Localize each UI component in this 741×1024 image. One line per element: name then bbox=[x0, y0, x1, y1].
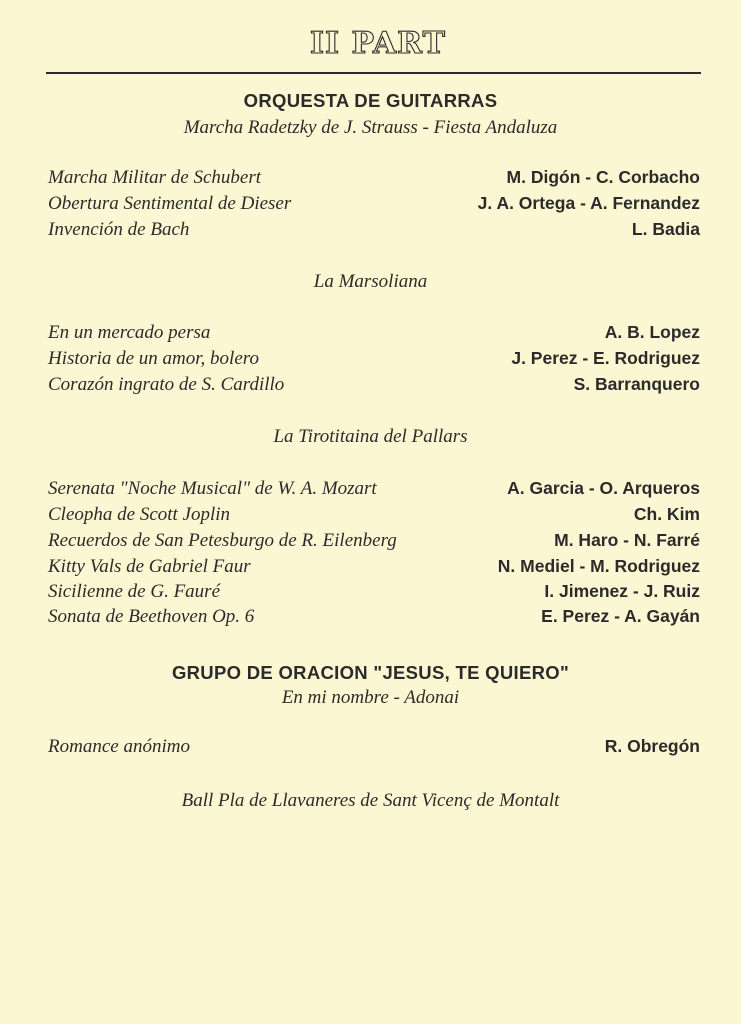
piece-title: Historia de un amor, bolero bbox=[48, 348, 259, 369]
piece-title: Marcha Militar de Schubert bbox=[48, 167, 262, 188]
piece-title: Corazón ingrato de S. Cardillo bbox=[48, 374, 285, 395]
tirotitaina-title: La Tirotitaina del Pallars bbox=[273, 426, 468, 447]
performer-names: R. Obregón bbox=[604, 736, 700, 756]
program-row bbox=[48, 193, 700, 219]
heading-rule bbox=[46, 72, 701, 74]
piece-title: Kitty Vals de Gabriel Faur bbox=[48, 556, 251, 577]
performer-names: J. Perez - E. Rodriguez bbox=[511, 348, 700, 368]
program-row bbox=[48, 606, 700, 632]
program-row bbox=[48, 736, 700, 762]
performer-names: Ch. Kim bbox=[633, 504, 700, 524]
program-row bbox=[48, 219, 700, 245]
page-heading: II PART bbox=[310, 26, 446, 61]
performer-names: J. A. Ortega - A. Fernandez bbox=[477, 193, 700, 213]
orquesta-subtitle: Marcha Radetzky de J. Strauss - Fiesta Andaluza bbox=[183, 117, 558, 138]
program-row bbox=[48, 504, 700, 530]
piece-title: Sonata de Beethoven Op. 6 bbox=[48, 606, 255, 627]
program-row bbox=[48, 374, 700, 400]
program-row bbox=[48, 322, 700, 348]
program-row bbox=[48, 581, 700, 607]
performer-names: M. Haro - N. Farré bbox=[554, 530, 700, 550]
piece-title: Cleopha de Scott Joplin bbox=[48, 504, 231, 525]
marsoliana-title: La Marsoliana bbox=[313, 271, 428, 292]
performer-names: S. Barranquero bbox=[573, 374, 700, 394]
performer-names: M. Digón - C. Corbacho bbox=[506, 167, 700, 187]
piece-title: Invención de Bach bbox=[48, 219, 190, 240]
performer-names: A. B. Lopez bbox=[604, 322, 700, 342]
piece-title: Serenata "Noche Musical" de W. A. Mozart bbox=[48, 478, 377, 499]
performer-names: N. Mediel - M. Rodriguez bbox=[497, 556, 700, 576]
piece-title: En un mercado persa bbox=[48, 322, 211, 343]
orquesta-title: ORQUESTA DE GUITARRAS bbox=[243, 90, 498, 111]
grupo-title: GRUPO DE ORACION "JESUS, TE QUIERO" bbox=[171, 662, 570, 683]
performer-names: L. Badia bbox=[631, 219, 700, 239]
ball-pla-title: Ball Pla de Llavaneres de Sant Vicenç de Montalt bbox=[181, 790, 560, 811]
performer-names: I. Jimenez - J. Ruiz bbox=[544, 581, 700, 601]
performer-names: E. Perez - A. Gayán bbox=[541, 606, 700, 626]
program-row bbox=[48, 556, 700, 582]
piece-title: Sicilienne de G. Fauré bbox=[48, 581, 221, 602]
program-row bbox=[48, 478, 700, 504]
program-row bbox=[48, 348, 700, 374]
program-row bbox=[48, 530, 700, 556]
piece-title: Obertura Sentimental de Dieser bbox=[48, 193, 292, 214]
performer-names: A. Garcia - O. Arqueros bbox=[507, 478, 700, 498]
program-row bbox=[48, 167, 700, 193]
piece-title: Romance anónimo bbox=[48, 736, 190, 757]
grupo-subtitle: En mi nombre - Adonai bbox=[281, 687, 460, 708]
piece-title: Recuerdos de San Petesburgo de R. Eilenberg bbox=[48, 530, 397, 551]
